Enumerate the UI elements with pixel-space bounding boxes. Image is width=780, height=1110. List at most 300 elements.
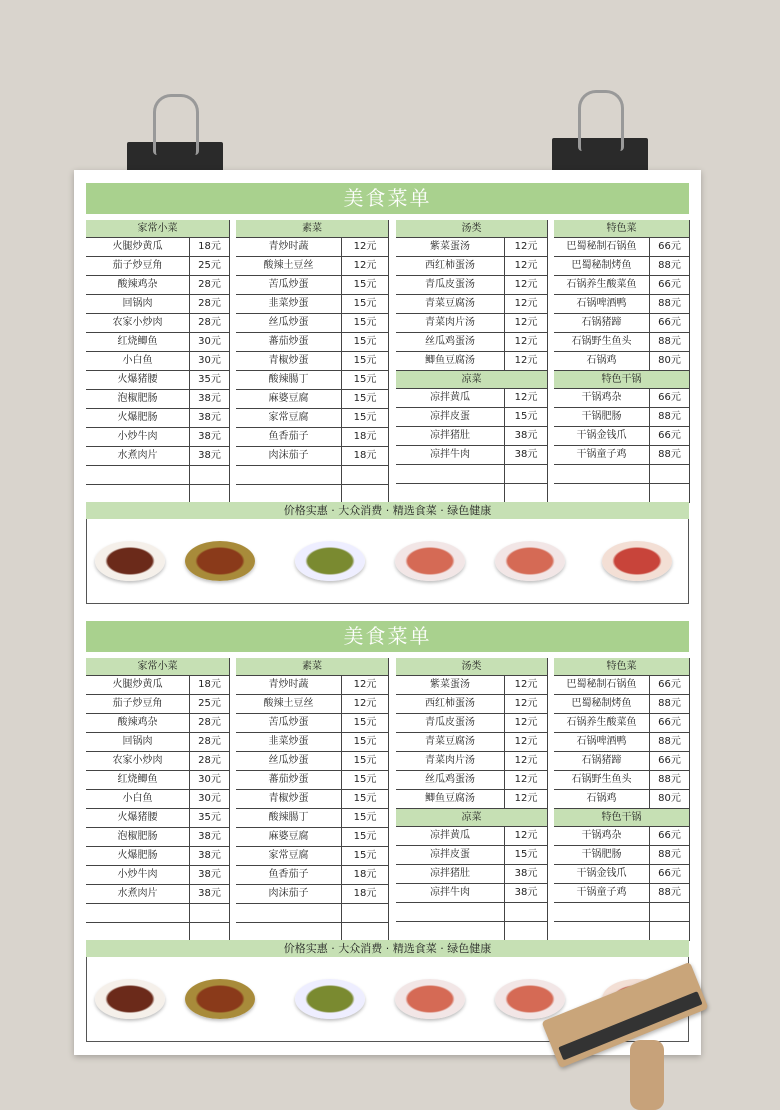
- dish-name: 肉沫茄子: [236, 885, 342, 903]
- dish-name: 火爆肥肠: [86, 847, 190, 865]
- dish-price: 38元: [198, 431, 221, 442]
- dish-price: 66元: [658, 717, 681, 728]
- menu-item-row: [236, 371, 388, 390]
- dish-name: 青瓜皮蛋汤: [396, 276, 505, 294]
- slogan-bar: 价格实惠 · 大众消费 · 精选食菜 · 绿色健康: [86, 940, 689, 957]
- dish-name: 石锅猪蹄: [554, 752, 650, 770]
- empty-cell: [554, 903, 650, 921]
- dish-name: 石锅啤酒鸭: [554, 733, 650, 751]
- menu-item-row: [554, 333, 689, 352]
- menu-item-row: [396, 427, 547, 446]
- empty-cell: [236, 923, 342, 941]
- dish-photo: [495, 541, 565, 581]
- dish-price: 15元: [353, 850, 377, 861]
- menu-item-row: [86, 771, 229, 790]
- empty-cell: [236, 466, 342, 484]
- dish-name: 火爆猪腰: [86, 371, 190, 389]
- dish-price: 15元: [353, 279, 377, 290]
- dish-price: 15元: [353, 393, 377, 404]
- dish-price: 30元: [198, 336, 221, 347]
- empty-row: [554, 465, 689, 484]
- menu-item-row: [236, 809, 388, 828]
- menu-item-row: [396, 314, 547, 333]
- dish-name: 西红柿蛋汤: [396, 257, 505, 275]
- dish-name: 家常豆腐: [236, 409, 342, 427]
- menu-column: [236, 220, 389, 504]
- empty-row: [236, 904, 388, 923]
- dish-photo: [495, 979, 565, 1019]
- menu-item-row: [396, 790, 547, 809]
- menu-item-row: [236, 733, 388, 752]
- empty-cell: [190, 485, 229, 503]
- menu-item-row: [396, 389, 547, 408]
- dish-price: 88元: [658, 449, 681, 460]
- menu-column: [86, 658, 230, 942]
- empty-cell: [505, 465, 547, 483]
- menu-item-row: [554, 352, 689, 371]
- dish-price: 12元: [514, 774, 538, 785]
- menu-item-row: [86, 276, 229, 295]
- dish-price: 25元: [198, 698, 221, 709]
- dish-photo: [395, 979, 465, 1019]
- empty-cell: [554, 484, 650, 502]
- dish-price: 12元: [514, 298, 538, 309]
- dish-price: 12元: [514, 698, 538, 709]
- dish-name: 小炒牛肉: [86, 428, 190, 446]
- dish-name: 青椒炒蛋: [236, 790, 342, 808]
- dish-price: 28元: [198, 755, 221, 766]
- dish-name: 凉拌黄瓜: [396, 389, 505, 407]
- dish-price: 88元: [658, 736, 681, 747]
- dish-name: 小白鱼: [86, 352, 190, 370]
- menu-item-row: [86, 809, 229, 828]
- dish-price: 38元: [514, 449, 538, 460]
- dish-name: 酸辣土豆丝: [236, 695, 342, 713]
- menu-item-row: [236, 257, 388, 276]
- empty-cell: [342, 466, 388, 484]
- menu-item-row: [554, 257, 689, 276]
- dish-price: 12元: [353, 260, 377, 271]
- menu-item-row: [86, 733, 229, 752]
- dish-price: 12元: [353, 679, 377, 690]
- dish-name: 火腿炒黄瓜: [86, 676, 190, 694]
- menu-item-row: [396, 846, 547, 865]
- dish-price: 15元: [353, 336, 377, 347]
- dish-price: 88元: [658, 260, 681, 271]
- dish-name: 丝瓜炒蛋: [236, 314, 342, 332]
- menu-item-row: [396, 238, 547, 257]
- dish-name: 小白鱼: [86, 790, 190, 808]
- empty-cell: [505, 922, 547, 940]
- dish-name: 家常豆腐: [236, 847, 342, 865]
- dish-price: 15元: [353, 774, 377, 785]
- menu-item-row: [86, 390, 229, 409]
- menu-item-row: [554, 827, 689, 846]
- empty-cell: [650, 922, 689, 940]
- menu-item-row: [396, 295, 547, 314]
- dish-price: 15元: [353, 412, 377, 423]
- empty-cell: [236, 904, 342, 922]
- menu-column: [396, 220, 548, 503]
- dish-price: 66元: [658, 830, 681, 841]
- dish-price: 12元: [514, 755, 538, 766]
- dish-name: 酸辣鸡杂: [86, 276, 190, 294]
- menu-item-row: [86, 676, 229, 695]
- menu-item-row: [396, 257, 547, 276]
- empty-cell: [236, 485, 342, 503]
- dish-price: 38元: [198, 412, 221, 423]
- dish-price: 18元: [198, 241, 221, 252]
- dish-price: 66元: [658, 392, 681, 403]
- dish-price: 12元: [514, 793, 538, 804]
- empty-row: [86, 904, 229, 923]
- dish-price: 38元: [198, 450, 221, 461]
- dish-price: 12元: [353, 241, 377, 252]
- dish-name: 干锅金钱爪: [554, 865, 650, 883]
- dish-name: 巴蜀秘制烤鱼: [554, 695, 650, 713]
- menu-item-row: [86, 409, 229, 428]
- empty-row: [554, 484, 689, 503]
- dish-name: 麻婆豆腐: [236, 828, 342, 846]
- dish-name: 青菜肉片汤: [396, 752, 505, 770]
- dish-name: 巴蜀秘制石锅鱼: [554, 238, 650, 256]
- section-header: 凉菜: [396, 809, 547, 827]
- dish-price: 35元: [198, 812, 221, 823]
- dish-name: 青菜肉片汤: [396, 314, 505, 332]
- slogan-bar: 价格实惠 · 大众消费 · 精选食菜 · 绿色健康: [86, 502, 689, 519]
- dish-name: 凉拌猪肚: [396, 865, 505, 883]
- dish-name: 丝瓜鸡蛋汤: [396, 771, 505, 789]
- empty-cell: [650, 903, 689, 921]
- empty-cell: [86, 904, 190, 922]
- dish-name: 泡椒肥肠: [86, 828, 190, 846]
- empty-cell: [554, 465, 650, 483]
- dish-price: 15元: [353, 298, 377, 309]
- dish-name: 凉拌黄瓜: [396, 827, 505, 845]
- dish-name: 韭菜炒蛋: [236, 295, 342, 313]
- dish-photo: [95, 979, 165, 1019]
- dish-price: 80元: [658, 355, 681, 366]
- dish-name: 回锅肉: [86, 295, 190, 313]
- dish-photo: [295, 541, 365, 581]
- dish-name: 酸辣腸丁: [236, 371, 342, 389]
- dish-price: 12元: [514, 336, 538, 347]
- dish-name: 泡椒肥肠: [86, 390, 190, 408]
- dish-name: 鱼香茄子: [236, 428, 342, 446]
- dish-price: 66元: [658, 430, 681, 441]
- dish-name: 火爆猪腰: [86, 809, 190, 827]
- dish-price: 88元: [658, 298, 681, 309]
- dish-price: 28元: [198, 317, 221, 328]
- menu-item-row: [236, 752, 388, 771]
- dish-price: 12元: [514, 355, 538, 366]
- empty-cell: [505, 484, 547, 502]
- stamp-handle: [630, 1040, 664, 1110]
- dish-price: 18元: [353, 431, 377, 442]
- dish-name: 青瓜皮蛋汤: [396, 714, 505, 732]
- menu-item-row: [396, 333, 547, 352]
- menu-item-row: [236, 295, 388, 314]
- menu-item-row: [554, 389, 689, 408]
- menu-item-row: [86, 238, 229, 257]
- dish-name: 石锅猪蹄: [554, 314, 650, 332]
- empty-row: [396, 484, 547, 503]
- section-header: 家常小菜: [86, 658, 229, 676]
- menu-item-row: [396, 771, 547, 790]
- menu-item-row: [554, 771, 689, 790]
- section-header: 特色菜: [554, 220, 689, 238]
- empty-row: [396, 922, 547, 941]
- dish-price: 15元: [353, 755, 377, 766]
- dish-price: 15元: [353, 812, 377, 823]
- menu-title: 美食菜单: [86, 621, 689, 652]
- dish-price: 15元: [353, 717, 377, 728]
- dish-price: 66元: [658, 868, 681, 879]
- menu-item-row: [236, 695, 388, 714]
- dish-price: 18元: [353, 869, 377, 880]
- dish-price: 88元: [658, 849, 681, 860]
- menu-item-row: [554, 295, 689, 314]
- menu-item-row: [86, 695, 229, 714]
- menu-item-row: [236, 428, 388, 447]
- dish-price: 12元: [353, 698, 377, 709]
- dish-name: 石锅鸡: [554, 790, 650, 808]
- dish-price: 15元: [353, 374, 377, 385]
- dish-name: 青菜豆腐汤: [396, 733, 505, 751]
- dish-price: 18元: [353, 450, 377, 461]
- menu-item-row: [554, 408, 689, 427]
- empty-row: [236, 466, 388, 485]
- dish-photo: [95, 541, 165, 581]
- section-header: 素菜: [236, 658, 388, 676]
- dish-name: 水煮肉片: [86, 885, 190, 903]
- menu-item-row: [86, 885, 229, 904]
- dish-name: 石锅啤酒鸭: [554, 295, 650, 313]
- menu-item-row: [86, 752, 229, 771]
- menu-item-row: [554, 752, 689, 771]
- dish-price: 30元: [198, 774, 221, 785]
- menu-item-row: [236, 390, 388, 409]
- dish-photo: [185, 541, 255, 581]
- dish-name: 干锅鸡杂: [554, 827, 650, 845]
- menu-item-row: [86, 314, 229, 333]
- dish-name: 茄子炒豆角: [86, 695, 190, 713]
- dish-name: 麻婆豆腐: [236, 390, 342, 408]
- menu-item-row: [396, 352, 547, 371]
- dish-price: 15元: [353, 736, 377, 747]
- empty-cell: [190, 904, 229, 922]
- dish-photo: [602, 541, 672, 581]
- dish-name: 鱼香茄子: [236, 866, 342, 884]
- dish-name: 丝瓜鸡蛋汤: [396, 333, 505, 351]
- menu-item-row: [554, 695, 689, 714]
- dish-name: 西红柿蛋汤: [396, 695, 505, 713]
- dish-price: 15元: [353, 355, 377, 366]
- dish-price: 88元: [658, 698, 681, 709]
- empty-cell: [190, 923, 229, 941]
- empty-cell: [650, 465, 689, 483]
- menu-item-row: [86, 352, 229, 371]
- dish-price: 38元: [198, 850, 221, 861]
- dish-name: 农家小炒肉: [86, 752, 190, 770]
- dish-photo: [295, 979, 365, 1019]
- menu-item-row: [554, 676, 689, 695]
- empty-row: [554, 903, 689, 922]
- section-header: 凉菜: [396, 371, 547, 389]
- menu-column: [396, 658, 548, 941]
- empty-row: [554, 922, 689, 941]
- dish-price: 12元: [514, 830, 538, 841]
- dish-name: 鲫鱼豆腐汤: [396, 352, 505, 370]
- section-header: 素菜: [236, 220, 388, 238]
- empty-cell: [396, 903, 505, 921]
- menu-item-row: [236, 314, 388, 333]
- dish-name: 红烧鲫鱼: [86, 771, 190, 789]
- dish-price: 38元: [514, 868, 538, 879]
- dish-name: 茄子炒豆角: [86, 257, 190, 275]
- menu-item-row: [86, 828, 229, 847]
- dish-name: 火腿炒黄瓜: [86, 238, 190, 256]
- dish-price: 18元: [198, 679, 221, 690]
- dish-name: 紫菜蛋汤: [396, 676, 505, 694]
- menu-item-row: [396, 827, 547, 846]
- dish-name: 小炒牛肉: [86, 866, 190, 884]
- empty-cell: [650, 484, 689, 502]
- dish-price: 38元: [514, 430, 538, 441]
- dish-name: 苦瓜炒蛋: [236, 276, 342, 294]
- dish-price: 15元: [353, 793, 377, 804]
- empty-cell: [86, 923, 190, 941]
- menu-item-row: [554, 446, 689, 465]
- dish-price: 12元: [514, 392, 538, 403]
- dish-price: 25元: [198, 260, 221, 271]
- menu-paper: [74, 170, 701, 1055]
- dish-price: 38元: [198, 831, 221, 842]
- menu-item-row: [396, 865, 547, 884]
- dish-name: 石锅鸡: [554, 352, 650, 370]
- menu-item-row: [236, 771, 388, 790]
- menu-item-row: [396, 733, 547, 752]
- dish-name: 石锅野生鱼头: [554, 771, 650, 789]
- empty-cell: [342, 923, 388, 941]
- dish-price: 15元: [514, 411, 538, 422]
- empty-cell: [190, 466, 229, 484]
- dish-price: 12元: [514, 679, 538, 690]
- dish-price: 15元: [353, 317, 377, 328]
- menu-item-row: [396, 752, 547, 771]
- dish-name: 回锅肉: [86, 733, 190, 751]
- empty-cell: [396, 922, 505, 940]
- dish-name: 红烧鲫鱼: [86, 333, 190, 351]
- menu-item-row: [86, 371, 229, 390]
- dish-price: 38元: [198, 888, 221, 899]
- dish-name: 火爆肥肠: [86, 409, 190, 427]
- menu-item-row: [554, 865, 689, 884]
- menu-item-row: [236, 409, 388, 428]
- dish-price: 38元: [514, 887, 538, 898]
- dish-name: 韭菜炒蛋: [236, 733, 342, 751]
- dish-price: 66元: [658, 241, 681, 252]
- menu-item-row: [396, 676, 547, 695]
- dish-price: 28元: [198, 298, 221, 309]
- menu-item-row: [236, 714, 388, 733]
- dish-name: 蕃茄炒蛋: [236, 771, 342, 789]
- menu-item-row: [554, 238, 689, 257]
- dish-photo: [185, 979, 255, 1019]
- menu-column: [86, 220, 230, 504]
- menu-item-row: [554, 314, 689, 333]
- empty-cell: [396, 484, 505, 502]
- dish-name: 凉拌皮蛋: [396, 408, 505, 426]
- section-header: 特色干锅: [554, 809, 689, 827]
- dish-price: 88元: [658, 336, 681, 347]
- dish-price: 88元: [658, 774, 681, 785]
- menu-item-row: [554, 427, 689, 446]
- menu-item-row: [86, 847, 229, 866]
- dish-price: 12元: [514, 279, 538, 290]
- menu-item-row: [236, 847, 388, 866]
- empty-cell: [342, 904, 388, 922]
- menu-item-row: [554, 846, 689, 865]
- menu-column: [236, 658, 389, 942]
- dish-price: 28元: [198, 736, 221, 747]
- menu-item-row: [236, 447, 388, 466]
- menu-item-row: [554, 714, 689, 733]
- menu-item-row: [236, 352, 388, 371]
- dish-name: 农家小炒肉: [86, 314, 190, 332]
- dish-name: 巴蜀秘制石锅鱼: [554, 676, 650, 694]
- dish-name: 干锅肥肠: [554, 846, 650, 864]
- menu-item-row: [396, 276, 547, 295]
- dish-name: 干锅肥肠: [554, 408, 650, 426]
- dish-price: 12元: [514, 717, 538, 728]
- dish-price: 66元: [658, 755, 681, 766]
- menu-item-row: [86, 333, 229, 352]
- dish-name: 青菜豆腐汤: [396, 295, 505, 313]
- section-header: 汤类: [396, 220, 547, 238]
- dish-price: 28元: [198, 279, 221, 290]
- menu-item-row: [554, 884, 689, 903]
- menu-item-row: [236, 238, 388, 257]
- menu-item-row: [86, 714, 229, 733]
- dish-name: 石锅野生鱼头: [554, 333, 650, 351]
- dish-price: 15元: [353, 831, 377, 842]
- menu-item-row: [86, 866, 229, 885]
- empty-row: [396, 903, 547, 922]
- menu-title: 美食菜单: [86, 183, 689, 214]
- dish-name: 石锅养生酸菜鱼: [554, 276, 650, 294]
- dish-name: 水煮肉片: [86, 447, 190, 465]
- menu-item-row: [554, 276, 689, 295]
- dish-price: 80元: [658, 793, 681, 804]
- empty-cell: [396, 465, 505, 483]
- dish-price: 30元: [198, 355, 221, 366]
- menu-item-row: [236, 790, 388, 809]
- menu-item-row: [86, 428, 229, 447]
- dish-name: 凉拌牛肉: [396, 884, 505, 902]
- dish-name: 酸辣腸丁: [236, 809, 342, 827]
- menu-item-row: [396, 695, 547, 714]
- menu-item-row: [236, 276, 388, 295]
- dish-price: 66元: [658, 279, 681, 290]
- dish-name: 干锅童子鸡: [554, 446, 650, 464]
- dish-name: 凉拌皮蛋: [396, 846, 505, 864]
- dish-name: 巴蜀秘制烤鱼: [554, 257, 650, 275]
- menu-item-row: [236, 885, 388, 904]
- menu-column: [554, 658, 690, 941]
- empty-cell: [505, 903, 547, 921]
- dish-price: 12元: [514, 736, 538, 747]
